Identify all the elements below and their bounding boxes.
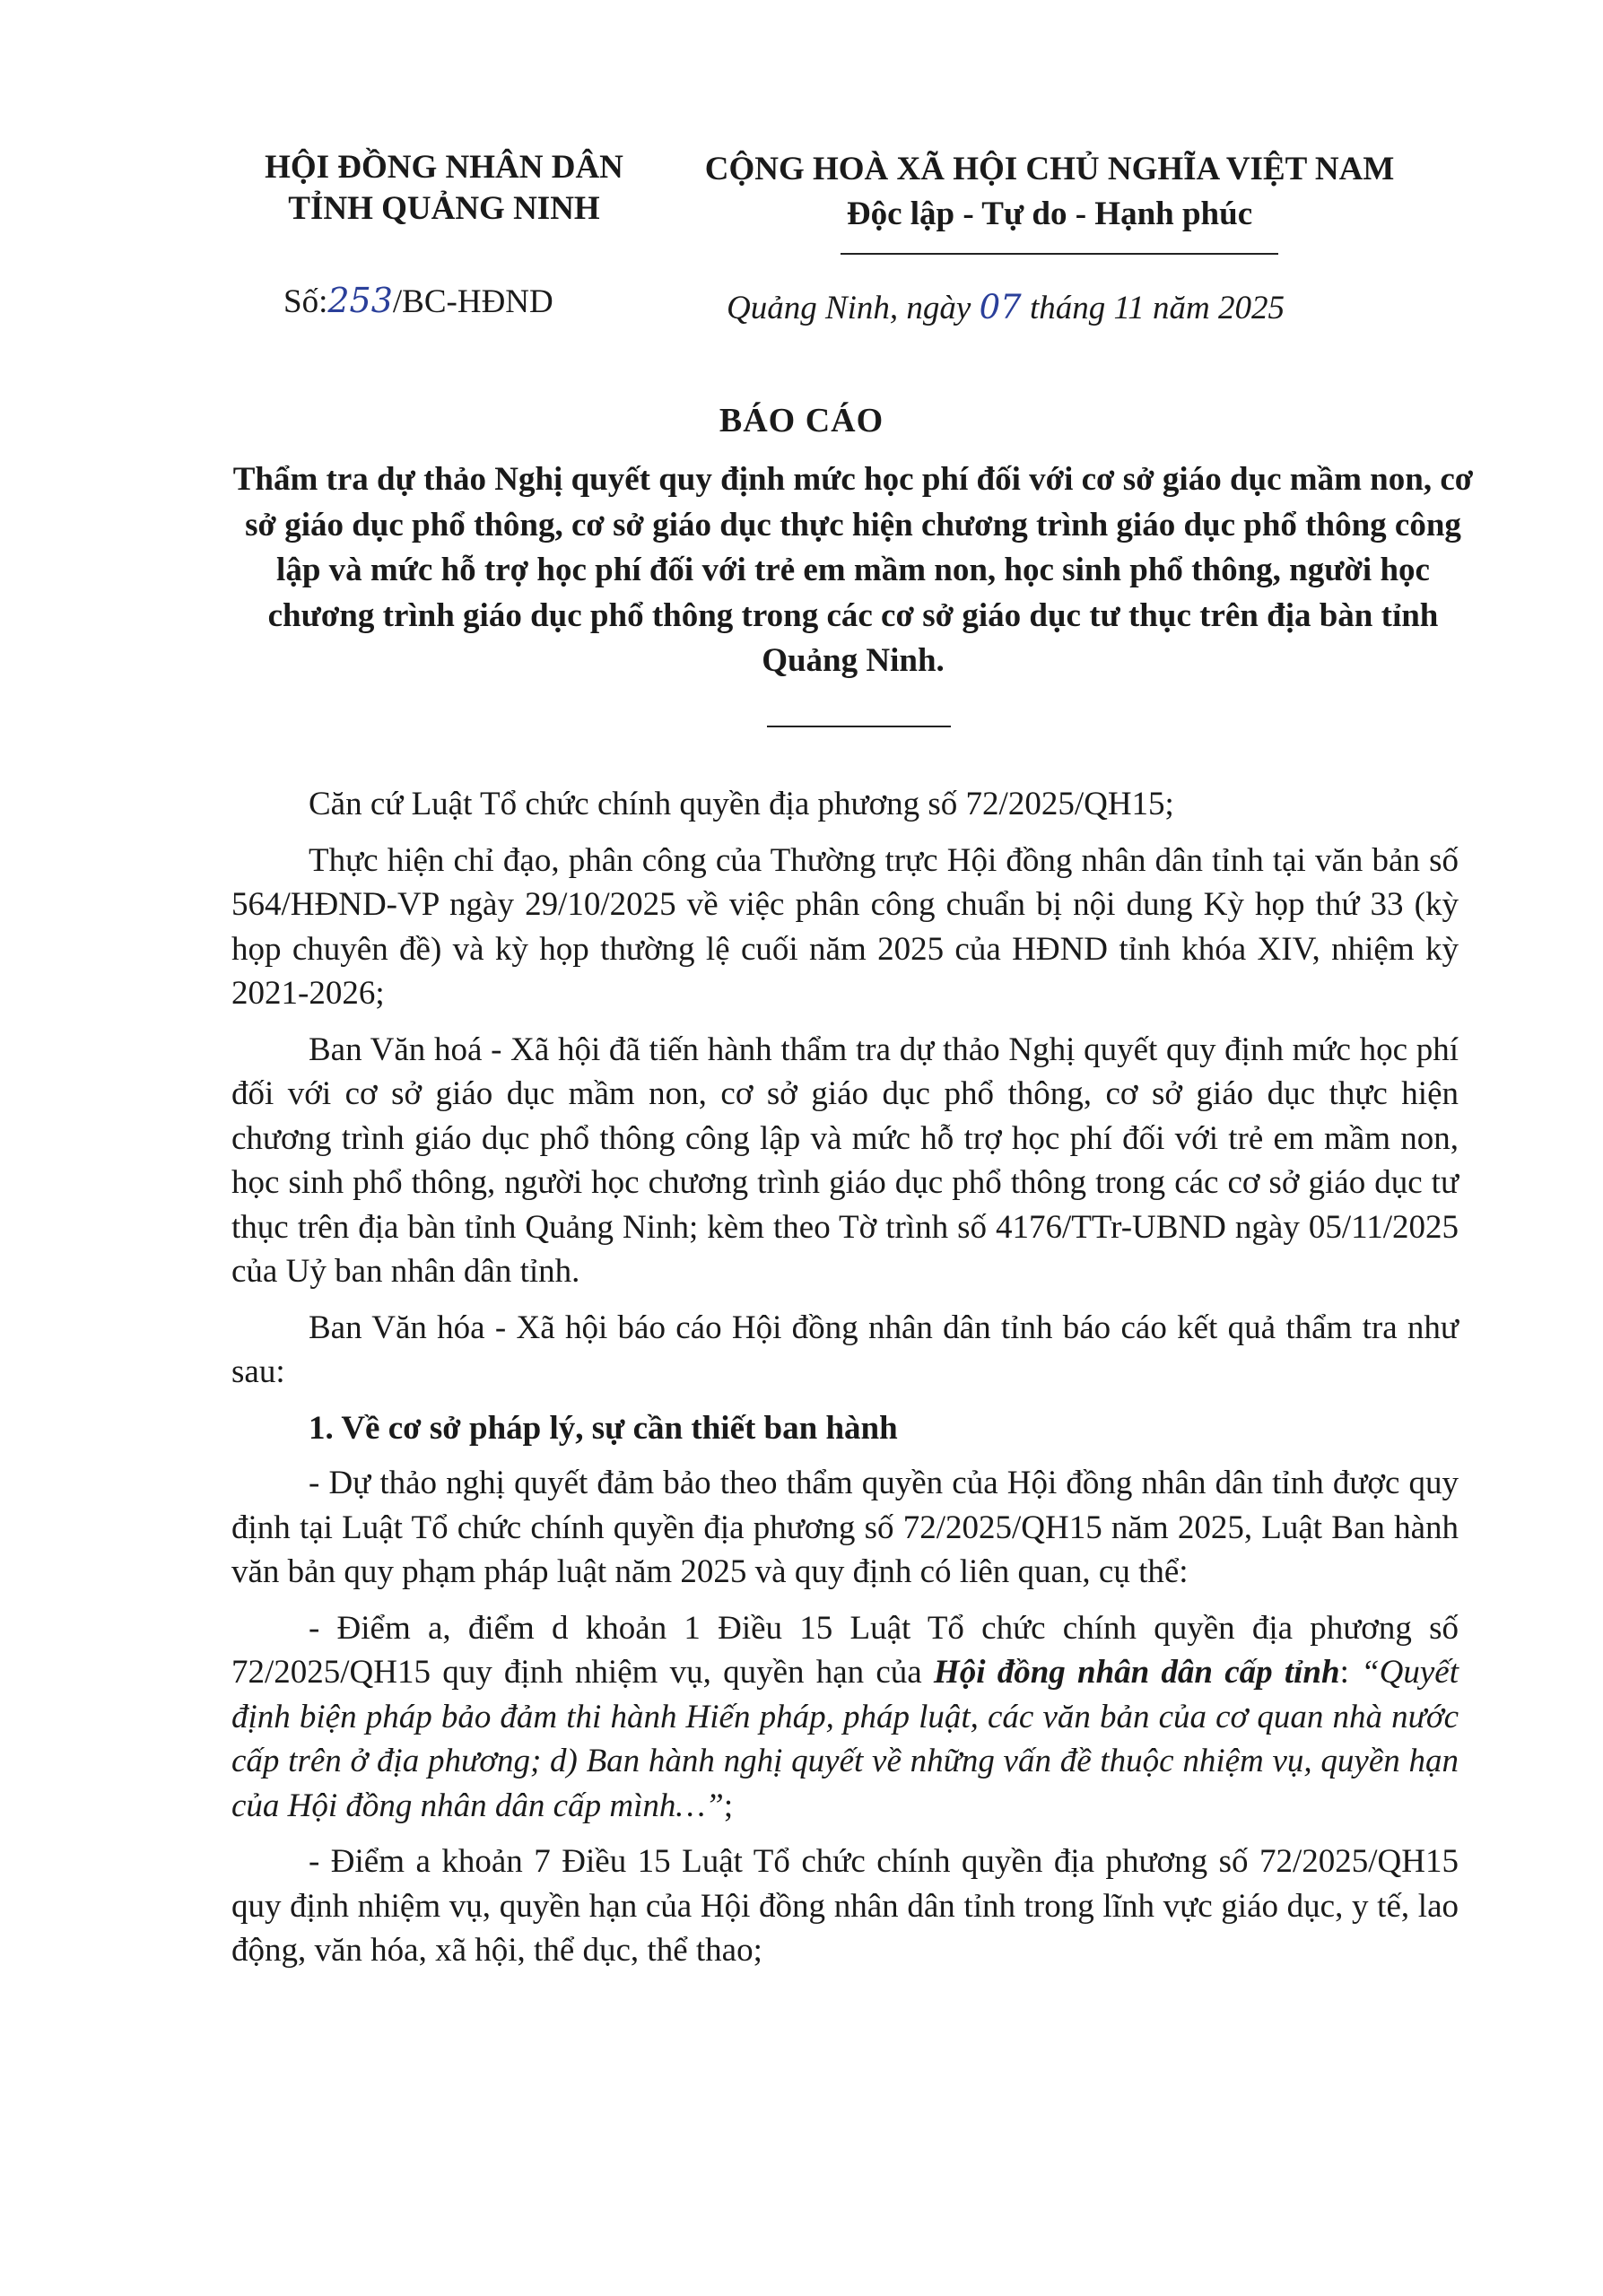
quoted-provision: “Quyết định biện pháp bảo đảm thi hành Hiến pháp, pháp luật, các văn bản của cơ quan nhà nước cấp trên ở địa phương; d) Ban hành nghị quyết về những vấn đề thuộc nhiệm vụ, quyền hạn của Hội đồng nhân dân cấp mình…” [231, 1654, 1459, 1824]
paragraph-review-scope: Ban Văn hoá - Xã hội đã tiến hành thẩm tra dự thảo Nghị quyết quy định mức học phí đối với cơ sở giáo dục mầm non, cơ sở giáo dục phổ thông, cơ sở giáo dục thực hiện chương trình giáo dục phổ thông công lập và mức hỗ trợ học phí đối với trẻ em mầm non, học sinh phổ thông, người học chương trình giáo dục phổ thông trong các cơ sở giáo dục tư thục trên địa bàn tỉnh Quảng Ninh; kèm theo Tờ trình số 4176/TTr-UBND ngày 05/11/2025 của Uỷ ban nhân dân tỉnh. [231, 1031, 1459, 1290]
paragraph-report-intro: Ban Văn hóa - Xã hội báo cáo Hội đồng nhân dân tỉnh báo cáo kết quả thẩm tra như sau: [231, 1309, 1459, 1390]
document-number: Số:253/BC-HĐND [283, 281, 553, 320]
date-line: Quảng Ninh, ngày 07 tháng 11 năm 2025 [727, 288, 1285, 326]
handwritten-day: 07 [979, 288, 1022, 326]
paragraph-article-15-1: - Điểm a, điểm d khoản 1 Điều 15 Luật Tổ chức chính quyền địa phương số 72/2025/QH15 quy định nhiệm vụ, quyền hạn của Hội đồng nhân dân cấp tỉnh: “Quyết định biện pháp bảo đảm thi hành Hiến pháp, pháp luật, các văn bản của cơ quan nhà nước cấp trên ở địa phương; d) Ban hành nghị quyết về những vấn đề thuộc nhiệm vụ, quyền hạn của Hội đồng nhân dân cấp mình…”; [231, 1609, 1459, 1824]
issuing-organization [242, 147, 646, 230]
document-subtitle: Thẩm tra dự thảo Nghị quyết quy định mức học phí đối với cơ sở giáo dục mầm non, cơ sở giáo dục phổ thông, cơ sở giáo dục thực hiện chương trình giáo dục phổ thông công lập và mức hỗ trợ học phí đối với trẻ em mầm non, học sinh phổ thông, người học chương trình giáo dục phổ thông trong các cơ sở giáo dục tư thục trên địa bàn tỉnh Quảng Ninh. [232, 461, 1474, 679]
nation-name: CỘNG HOÀ XÃ HỘI CHỦ NGHĨA VIỆT NAM [704, 151, 1395, 187]
paragraph-directive: Thực hiện chỉ đạo, phân công của Thường trực Hội đồng nhân dân tỉnh tại văn bản số 564/HĐND-VP ngày 29/10/2025 về việc phân công chuẩn bị nội dung Kỳ họp thứ 33 (kỳ họp chuyên đề) và kỳ họp thường lệ cuối năm 2025 của HĐND tỉnh khóa XIV, nhiệm kỳ 2021-2026; [231, 841, 1459, 1012]
paragraph-article-15-7: - Điểm a khoản 7 Điều 15 Luật Tổ chức chính quyền địa phương số 72/2025/QH15 quy định nhiệm vụ, quyền hạn của Hội đồng nhân dân tỉnh trong lĩnh vực giáo dục, y tế, lao động, văn hóa, xã hội, thể dục, thể thao; [231, 1843, 1459, 1969]
org-name-line1: HỘI ĐỒNG NHÂN DÂN [265, 149, 623, 186]
national-motto [664, 147, 1435, 237]
paragraph-legal-basis: Căn cứ Luật Tổ chức chính quyền địa phương số 72/2025/QH15; [309, 786, 1174, 822]
handwritten-number: 253 [327, 281, 393, 320]
paragraph-authority: - Dự thảo nghị quyết đảm bảo theo thẩm quyền của Hội đồng nhân dân tỉnh được quy định tại Luật Tổ chức chính quyền địa phương số 72/2025/QH15 năm 2025, Luật Ban hành văn bản quy phạm pháp luật năm 2025 và quy định có liên quan, cụ thể: [231, 1465, 1459, 1590]
title-divider [767, 726, 951, 727]
motto-underline [841, 253, 1278, 255]
org-name-line2: TỈNH QUẢNG NINH [288, 190, 600, 227]
document-title: BÁO CÁO [719, 402, 884, 439]
nation-motto: Độc lập - Tự do - Hạnh phúc [846, 196, 1253, 232]
document-body [231, 782, 1459, 1985]
section-heading-1: 1. Về cơ sở pháp lý, sự cần thiết ban hành [309, 1409, 898, 1447]
